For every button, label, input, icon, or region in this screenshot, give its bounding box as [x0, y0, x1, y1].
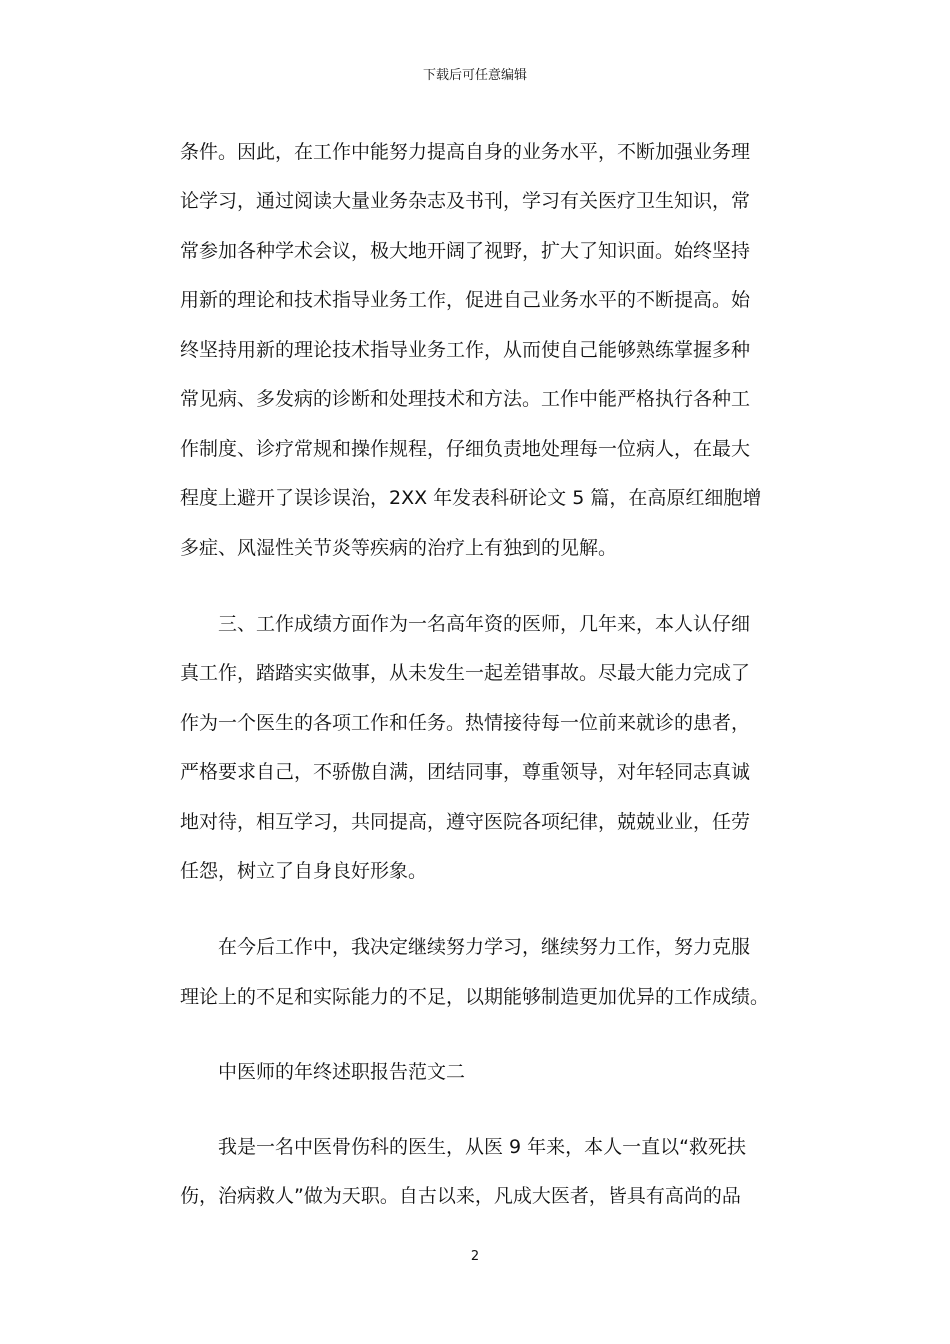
page-header: 下载后可任意编辑 [422, 68, 527, 83]
paragraph-2-line-1: 三、工作成绩方面作为一名高年资的医师，几年来，本人认仔细 [218, 613, 751, 635]
paragraph-1-line-9: 多症、风湿性关节炎等疾病的治疗上有独到的见解。 [180, 537, 618, 559]
paragraph-5-line-1: 我是一名中医骨伤科的医生，从医 9 年来，本人一直以“救死扶 [218, 1136, 747, 1158]
section-heading: 中医师的年终述职报告范文二 [218, 1061, 466, 1083]
paragraph-2-line-3: 作为一个医生的各项工作和任务。热情接待每一位前来就诊的患者， [180, 712, 751, 734]
paragraph-1-line-6: 常见病、多发病的诊断和处理技术和方法。工作中能严格执行各种工 [180, 388, 751, 410]
paragraph-2-line-5: 地对待，相互学习，共同提高，遵守医院各项纪律，兢兢业业，任劳 [180, 811, 751, 833]
paragraph-1-line-1: 条件。因此，在工作中能努力提高自身的业务水平，不断加强业务理 [180, 141, 751, 163]
paragraph-3-line-2: 理论上的不足和实际能力的不足，以期能够制造更加优异的工作成绩。 [180, 986, 770, 1008]
paragraph-2-line-4: 严格要求自己，不骄傲自满，团结同事，尊重领导，对年轻同志真诚 [180, 761, 751, 783]
paragraph-3-line-1: 在今后工作中，我决定继续努力学习，继续努力工作，努力克服 [218, 936, 751, 958]
paragraph-1-line-3: 常参加各种学术会议，极大地开阔了视野，扩大了知识面。始终坚持 [180, 240, 751, 262]
paragraph-1-line-5: 终坚持用新的理论技术指导业务工作，从而使自己能够熟练掌握多种 [180, 339, 751, 361]
paragraph-1-line-4: 用新的理论和技术指导业务工作，促进自己业务水平的不断提高。始 [180, 289, 751, 311]
paragraph-1-line-7: 作制度、诊疗常规和操作规程，仔细负责地处理每一位病人，在最大 [180, 438, 751, 460]
paragraph-2-line-2: 真工作，踏踏实实做事，从未发生一起差错事故。尽最大能力完成了 [180, 662, 751, 684]
page-number: 2 [470, 1249, 480, 1264]
paragraph-2-line-6: 任怨，树立了自身良好形象。 [180, 860, 428, 882]
paragraph-5-line-2: 伤，治病救人”做为天职。自古以来，凡成大医者，皆具有高尚的品 [180, 1185, 741, 1207]
paragraph-1-line-2: 论学习，通过阅读大量业务杂志及书刊，学习有关医疗卫生知识，常 [180, 190, 751, 212]
paragraph-1-line-8: 程度上避开了误诊误治，2XX 年发表科研论文 5 篇，在高原红细胞增 [180, 487, 762, 509]
